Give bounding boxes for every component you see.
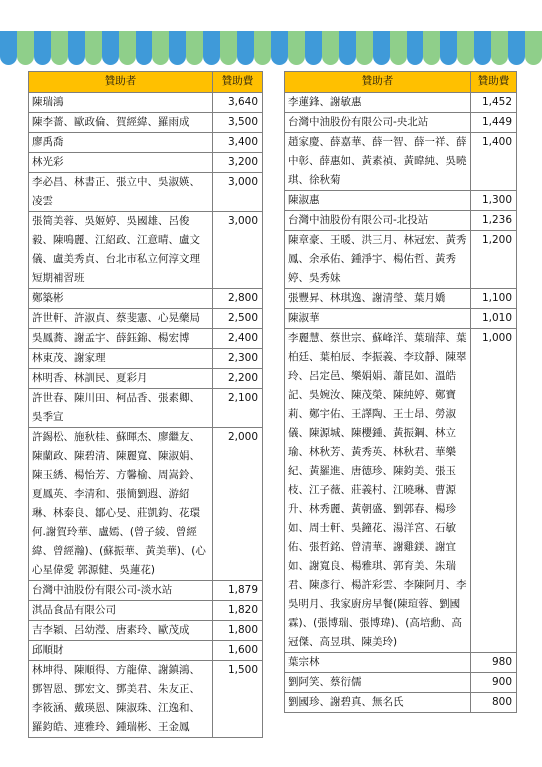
donor-cell: 鄭築彬 [29,289,213,309]
table-header-row [285,72,517,93]
donor-cell: 張豐昇、林琪逸、謝清瑩、葉月嬌 [285,289,471,309]
donor-cell: 李必昌、林書正、張立中、吳淑媖、凌雲 [29,173,213,212]
table-row [29,309,263,329]
awning-scallop [102,31,119,65]
awning-scallop [440,31,457,65]
donor-cell: 林東茂、謝家理 [29,349,213,369]
amount-cell: 3,500 [213,113,263,133]
amount-cell: 1,452 [471,93,517,113]
awning-scallop [339,31,356,65]
amount-cell: 1,879 [213,581,263,601]
table-row [285,673,517,693]
awning-scallop [220,31,237,65]
donor-cell: 淇品食品有限公司 [29,601,213,621]
awning-scallop [203,31,220,65]
amount-cell: 2,100 [213,389,263,428]
awning-scallop [34,31,51,65]
awning-scallop [136,31,153,65]
table-row [285,191,517,211]
sponsor-table-left [28,71,263,738]
amount-cell: 1,236 [471,211,517,231]
awning-scallop [407,31,424,65]
table-row [29,173,263,212]
donor-cell: 邱順財 [29,641,213,661]
table-row [29,113,263,133]
awning-scallop [474,31,491,65]
amount-cell: 1,000 [471,329,517,653]
amount-cell: 1,400 [471,133,517,191]
donor-cell: 吳鳳蕎、謝孟宇、薛鈺錦、楊宏博 [29,329,213,349]
donor-cell: 林光彩 [29,153,213,173]
amount-column-header: 贊助費 [213,72,263,93]
donor-cell: 陳淑惠 [285,191,471,211]
amount-cell: 3,000 [213,212,263,289]
amount-cell: 1,200 [471,231,517,289]
table-row [285,653,517,673]
donor-cell: 張简美蓉、吳姬婷、吳國雄、呂俊毅、陳鳴麗、江紹政、江意晴、盧文儀、盧美秀貞、台北市私立何淳文理短期補習班 [29,212,213,289]
table-row [285,289,517,309]
donor-column-header: 贊助者 [29,72,213,93]
amount-cell: 2,000 [213,428,263,581]
donor-cell: 許世軒、許淑貞、蔡斐憲、心晃藥局 [29,309,213,329]
donor-cell: 陳章豪、王暖、洪三月、林冠宏、黃秀鳳、余承佑、鍾淨宇、楊佑哲、黃秀婷、吳秀妹 [285,231,471,289]
donor-cell: 李蓮鋒、謝敏惠 [285,93,471,113]
awning-scallop [119,31,136,65]
table-row [29,621,263,641]
decorative-awning-banner [0,31,542,65]
awning-scallop [305,31,322,65]
awning-scallop [237,31,254,65]
table-row [29,289,263,309]
awning-scallop [169,31,186,65]
awning-scallop [373,31,390,65]
table-header-row [29,72,263,93]
table-row [29,428,263,581]
amount-cell: 800 [471,693,517,713]
amount-cell: 1,500 [213,661,263,738]
table-row [29,389,263,428]
table-row [29,349,263,369]
donor-cell: 台灣中油股份有限公司-淡水站 [29,581,213,601]
donor-cell: 林明香、林訓民、夏彩月 [29,369,213,389]
amount-cell: 900 [471,673,517,693]
awning-scallop [271,31,288,65]
donor-cell: 葉宗林 [285,653,471,673]
amount-cell: 1,100 [471,289,517,309]
table-row [29,153,263,173]
table-row [285,693,517,713]
donor-column-header: 贊助者 [285,72,471,93]
amount-cell: 1,010 [471,309,517,329]
amount-cell: 1,300 [471,191,517,211]
table-row [285,113,517,133]
awning-scallop [17,31,34,65]
awning-scallop [491,31,508,65]
donor-cell: 李麗慧、蔡世宗、蘇峰洋、葉瑞萍、葉柏廷、葉柏辰、李振義、李玟靜、陳翠玲、呂定邑、樂娟娟、蕭昆如、溫皓記、吳婉汝、陳茂榮、陳純婷、鄭寶莉、鄭宇佑、王譯陶、王士昂、勞淑儀、陳源城、陳櫻鍾、黃振鋼、林立瑜、林秋芳、黃秀英、林秋君、華樂紀、黃羅進、唐德珍、陳鈞美、張玉枝、江子薇、莊義村、江曉琳、曹源升、林秀麗、黃朝盛、劉郭春、楊珍如、周士軒、吳鐘花、湯洋宮、石敏佑、張哲銘、曾清華、謝雞鎂、謝宜如、謝寬良、楊雅琪、郭育美、朱瑞君、陳彥行、楊許彩雲、李陳阿月、李吳明月、我家廚房早餐(陳瑄蓉、劉國霖)、(張博瑞、張博瑋)、(高培勳、高冠傑、高昱琪、陳美玲) [285,329,471,653]
awning-scallop [457,31,474,65]
donor-cell: 吉李穎、呂幼瀅、唐素玲、歐茂成 [29,621,213,641]
donor-cell: 陳瑞鴻 [29,93,213,113]
table-row [285,329,517,653]
awning-scallop [525,31,542,65]
donor-cell: 台灣中油股份有限公司-北投站 [285,211,471,231]
awning-scallop [186,31,203,65]
amount-cell: 3,000 [213,173,263,212]
table-row [29,601,263,621]
table-row [29,641,263,661]
awning-scallop [0,31,17,65]
donor-cell: 劉國珍、謝碧真、無名氏 [285,693,471,713]
awning-scallop [356,31,373,65]
table-row [285,93,517,113]
amount-cell: 1,800 [213,621,263,641]
table-row [285,231,517,289]
amount-cell: 3,400 [213,133,263,153]
amount-cell: 2,400 [213,329,263,349]
awning-scallop [51,31,68,65]
awning-scallop [152,31,169,65]
table-row [29,369,263,389]
sponsor-table-right [284,71,517,713]
donor-cell: 陳淑華 [285,309,471,329]
table-row [29,329,263,349]
donor-cell: 趙家慶、薛嘉華、薛一智、薛一祥、薛中彰、薛惠如、黃素禎、黃暐純、吳曉琪、徐秋菊 [285,133,471,191]
amount-cell: 2,800 [213,289,263,309]
table-row [285,309,517,329]
donor-cell: 台灣中油股份有限公司-央北站 [285,113,471,133]
donor-cell: 許世春、陳川田、柯品香、張素卿、吳季宣 [29,389,213,428]
amount-cell: 1,600 [213,641,263,661]
amount-cell: 1,820 [213,601,263,621]
donor-cell: 廖禹喬 [29,133,213,153]
amount-cell: 3,640 [213,93,263,113]
table-row [285,133,517,191]
amount-cell: 2,300 [213,349,263,369]
donor-cell: 林坤得、陳順得、方龍偉、謝鎮鴻、鄧智恩、鄧宏文、鄧美君、朱友正、李筱涵、戴瑛恩、陳淑珠、江逸和、羅鈞皓、連雅玲、鍾瑞彬、王金鳳 [29,661,213,738]
awning-scallop [322,31,339,65]
awning-scallop [288,31,305,65]
awning-scallop [423,31,440,65]
table-row [285,211,517,231]
awning-scallop [254,31,271,65]
donor-cell: 許錫松、施秋桂、蘇暉杰、廖繼友、陳蘭政、陳碧清、陳麗寬、陳淑娟、陳玉綉、楊怡芳、方馨榆、周嵩鈴、夏鳳英、李清和、張簡劉遐、游紹琳、林泰良、鄒心旻、莊凱鈞、花環何.謝賀玲華、盧嫣、(曾子綾、曾經緯、曾經瀚)、(蘇振華、黃美華)、(心心星偉愛 郭源健、吳蓮花) [29,428,213,581]
amount-column-header: 贊助費 [471,72,517,93]
table-row [29,93,263,113]
table-row [29,581,263,601]
amount-cell: 3,200 [213,153,263,173]
amount-cell: 1,449 [471,113,517,133]
amount-cell: 2,500 [213,309,263,329]
awning-scallop [508,31,525,65]
awning-scallop [85,31,102,65]
donor-cell: 劉阿笑、蔡衍儒 [285,673,471,693]
amount-cell: 2,200 [213,369,263,389]
table-row [29,212,263,289]
awning-scallop [390,31,407,65]
table-row [29,661,263,738]
amount-cell: 980 [471,653,517,673]
donor-cell: 陳李薔、歐政倫、賀經緯、羅雨成 [29,113,213,133]
awning-scallop [68,31,85,65]
table-row [29,133,263,153]
